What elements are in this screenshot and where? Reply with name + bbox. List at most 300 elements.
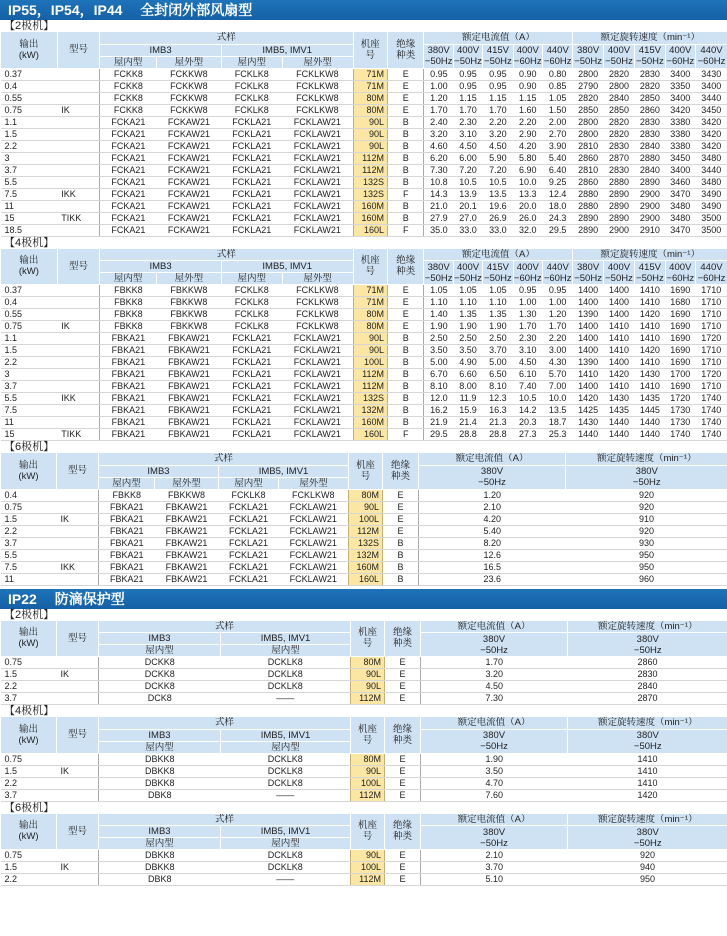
cell-frame: 80M (351, 753, 385, 765)
cell: FCKLA21 (221, 405, 282, 417)
cell-frame: 100L (353, 357, 387, 369)
cell: 2820 (603, 68, 634, 80)
hdr-imb3: IMB3 (99, 465, 219, 477)
cell-output: 0.4 (1, 80, 58, 92)
cell: 2890 (573, 212, 603, 224)
cell: 2.40 (424, 116, 453, 128)
cell-model (57, 285, 100, 297)
hdr-indoor: 屋内型 (99, 838, 221, 850)
cell: DCKLK8 (221, 850, 351, 862)
cell: FBKAW21 (157, 429, 222, 441)
cell-insulation: E (383, 501, 419, 513)
cell: 1690 (665, 333, 695, 345)
cell: 16.3 (483, 405, 513, 417)
cell: 920 (566, 501, 727, 513)
cell-output: 1.5 (1, 765, 57, 777)
hdr-speed: 额定旋转速度（min⁻¹） (568, 621, 727, 633)
cell-output: 7.5 (1, 561, 57, 573)
cell: FBKA21 (99, 549, 155, 561)
hdr-imb5: IMB5, IMV1 (221, 44, 353, 56)
cell-insulation: E (385, 669, 421, 681)
hdr-freq: 380V −50Hz (568, 729, 727, 753)
table-row (1, 789, 727, 801)
table-row (1, 693, 727, 705)
cell: 2870 (568, 693, 727, 705)
cell: 2.10 (419, 501, 566, 513)
cell: FCKLAW21 (279, 513, 349, 525)
cell: 3.20 (424, 128, 453, 140)
table-ip55-4pole (0, 249, 727, 442)
cell: 21.3 (483, 417, 513, 429)
hdr-outdoor: 屋外型 (279, 477, 349, 489)
cell: 8.10 (483, 381, 513, 393)
hdr-model: 型号 (57, 453, 99, 489)
hdr-freq: 400V −50Hz (454, 261, 482, 284)
cell-frame: 112M (353, 152, 387, 164)
table-ip22-6pole (0, 814, 727, 887)
cell: FCKLA21 (219, 537, 279, 549)
cell: 32.0 (513, 224, 542, 236)
cell-frame: 112M (353, 369, 387, 381)
cell: 7.40 (513, 381, 542, 393)
cell: 9.25 (542, 176, 572, 188)
cell: 1.35 (453, 309, 482, 321)
cell: 8.20 (419, 537, 566, 549)
cell-model (57, 80, 100, 92)
cell: 3.10 (513, 345, 542, 357)
cell-insulation: B (388, 369, 424, 381)
table-row (1, 525, 727, 537)
cell: 12.3 (483, 393, 513, 405)
hdr-model: 型号 (57, 717, 99, 753)
cell-insulation: E (388, 297, 424, 309)
cell: 11.9 (453, 393, 482, 405)
cell: FCKLA21 (221, 417, 282, 429)
cell: 3.10 (453, 128, 482, 140)
cell: 13.5 (483, 188, 513, 200)
cell: DBKK8 (99, 850, 221, 862)
cell-insulation: E (383, 489, 419, 501)
cell: 14.2 (513, 405, 542, 417)
table-row (1, 681, 727, 693)
cell-insulation: F (388, 224, 424, 236)
cell: FCKLA21 (219, 549, 279, 561)
hdr-style: 式样 (100, 249, 353, 261)
table-row (1, 164, 727, 176)
cell-output: 1.1 (1, 116, 58, 128)
cell: 6.50 (483, 369, 513, 381)
cell: 2880 (573, 188, 603, 200)
cell: 1.05 (453, 285, 482, 297)
cell-frame: 132S (353, 176, 387, 188)
table-row (1, 176, 727, 188)
cell: FCKA21 (100, 116, 157, 128)
cell: 1720 (665, 393, 695, 405)
cell: 2880 (573, 200, 603, 212)
hdr-ins: 绝缘 种类 (383, 453, 419, 489)
cell: 4.50 (513, 357, 542, 369)
cell: 1690 (665, 285, 695, 297)
cell-output: 0.75 (1, 850, 57, 862)
cell: FCKAW21 (157, 200, 222, 212)
cell-frame: 132M (353, 405, 387, 417)
cell-output: 15 (1, 429, 58, 441)
cell: 1.70 (424, 104, 453, 116)
hdr-style: 式样 (99, 621, 351, 633)
cell: 1410 (603, 381, 634, 393)
cell: 1390 (573, 309, 603, 321)
cell-output: 3 (1, 369, 58, 381)
cell: FCKLAW21 (282, 152, 353, 164)
cell: FCKAW21 (157, 152, 222, 164)
cell: 2890 (573, 224, 603, 236)
hdr-outdoor: 屋外型 (282, 56, 353, 68)
cell-model (57, 417, 100, 429)
cell: FBKK8 (100, 309, 157, 321)
table-row (1, 200, 727, 212)
cell: 2.50 (483, 333, 513, 345)
cell: 1710 (695, 357, 727, 369)
cell: 0.95 (424, 68, 453, 80)
cell: FBKAW21 (157, 393, 222, 405)
cell: 6.20 (424, 152, 453, 164)
cell: FCKA21 (100, 164, 157, 176)
cell: 910 (566, 513, 727, 525)
cell: 1410 (568, 753, 727, 765)
table-row (1, 321, 727, 333)
table-row (1, 140, 727, 152)
cell: FBKAW21 (157, 381, 222, 393)
cell: FCKAW21 (157, 140, 222, 152)
hdr-imb3: IMB3 (100, 44, 222, 56)
cell: FCKK8 (100, 68, 157, 80)
section-ip55-name: 全封闭外部风扇型 (140, 2, 253, 18)
cell: FBKA21 (99, 573, 155, 585)
cell: 1690 (665, 381, 695, 393)
table-ip22-2pole (0, 621, 727, 706)
cell-output: 0.4 (1, 489, 57, 501)
cell: 10.5 (513, 393, 542, 405)
cell: DBKK8 (99, 765, 221, 777)
cell: 18.0 (542, 200, 572, 212)
cell: 1410 (635, 285, 665, 297)
cell: 24.3 (542, 212, 572, 224)
pole-label-2: 【2极机】 (4, 20, 55, 32)
hdr-outdoor: 屋外型 (157, 56, 222, 68)
cell: 2830 (568, 669, 727, 681)
cell: 7.20 (483, 164, 513, 176)
hdr-speed: 额定旋转速度（min⁻¹） (573, 32, 727, 44)
cell-frame: 160L (353, 429, 387, 441)
cell-frame: 90L (353, 140, 387, 152)
cell-output: 0.37 (1, 68, 58, 80)
cell-output: 1.1 (1, 333, 58, 345)
hdr-output: 输出 (kW) (1, 249, 58, 285)
cell: 7.60 (421, 789, 568, 801)
cell-output: 1.5 (1, 128, 58, 140)
cell-insulation: E (385, 777, 421, 789)
table-row (1, 777, 727, 789)
cell: 27.3 (513, 429, 542, 441)
cell: 2830 (635, 68, 665, 80)
cell: 12.4 (542, 188, 572, 200)
table-header (1, 32, 727, 68)
cell: 1420 (635, 309, 665, 321)
cell: FCKLK8 (221, 321, 282, 333)
cell-model (57, 489, 99, 501)
cell-insulation: E (385, 789, 421, 801)
cell: FBKA21 (100, 417, 157, 429)
cell: 1390 (573, 357, 603, 369)
cell-output: 18.5 (1, 224, 58, 236)
cell: 1410 (603, 345, 634, 357)
cell: 4.60 (424, 140, 453, 152)
cell: 3400 (665, 92, 695, 104)
cell: 6.90 (513, 164, 542, 176)
cell: FCKLA21 (221, 188, 282, 200)
cell-insulation: B (388, 393, 424, 405)
cell-insulation: B (388, 405, 424, 417)
table-row (1, 753, 727, 765)
cell: 2820 (603, 116, 634, 128)
cell: FCKA21 (100, 140, 157, 152)
cell-frame: 90L (351, 850, 385, 862)
cell: 3440 (695, 92, 727, 104)
cell: 18.7 (542, 417, 572, 429)
cell: FBKA21 (99, 537, 155, 549)
cell: 1.70 (513, 321, 542, 333)
cell-output: 0.37 (1, 285, 58, 297)
hdr-imb3: IMB3 (99, 633, 221, 645)
cell: FCKA21 (100, 128, 157, 140)
cell: FBKK8 (100, 297, 157, 309)
cell: 2840 (603, 92, 634, 104)
cell-output: 2.2 (1, 140, 58, 152)
hdr-imb5: IMB5, IMV1 (221, 261, 353, 273)
cell: DCKLK8 (221, 753, 351, 765)
cell: 21.9 (424, 417, 453, 429)
cell-frame: 160L (349, 573, 383, 585)
cell-model (57, 116, 100, 128)
cell-frame: 132S (353, 393, 387, 405)
cell-insulation: B (388, 140, 424, 152)
cell: 1.70 (542, 321, 572, 333)
hdr-outdoor: 屋外型 (157, 273, 222, 285)
cell: FCKLAW21 (282, 357, 353, 369)
cell: FCKLKW8 (282, 68, 353, 80)
hdr-frame: 机座 号 (349, 453, 383, 489)
cell: 950 (566, 561, 727, 573)
hdr-freq: 400V −60Hz (666, 261, 695, 284)
cell: 1690 (665, 321, 695, 333)
cell: 2.90 (513, 128, 542, 140)
cell: FCKLAW21 (279, 549, 349, 561)
cell: 1425 (573, 405, 603, 417)
cell-insulation: E (385, 850, 421, 862)
cell: DCKK8 (99, 681, 221, 693)
cell-frame: 90L (353, 116, 387, 128)
cell: FCKLA21 (221, 128, 282, 140)
table-header (1, 814, 727, 850)
hdr-imb3: IMB3 (100, 261, 222, 273)
hdr-indoor: 屋内型 (100, 56, 157, 68)
cell: 25.3 (542, 429, 572, 441)
cell: FCKLAW21 (279, 561, 349, 573)
cell: FCKLA21 (221, 116, 282, 128)
cell: 0.95 (483, 80, 513, 92)
cell-insulation: E (385, 765, 421, 777)
cell: 1740 (695, 417, 727, 429)
cell: 1.90 (483, 321, 513, 333)
cell: FBKA21 (100, 429, 157, 441)
cell: 3500 (695, 212, 727, 224)
cell: 6.10 (513, 369, 542, 381)
cell: 6.00 (453, 152, 482, 164)
cell: 1420 (573, 393, 603, 405)
cell: 1400 (573, 321, 603, 333)
cell-insulation: E (388, 309, 424, 321)
table-row (1, 489, 727, 501)
cell: 5.10 (421, 874, 568, 886)
hdr-imb5: IMB5, IMV1 (221, 826, 351, 838)
cell: FCKLK8 (221, 68, 282, 80)
cell: FBKA21 (99, 525, 155, 537)
cell: 3420 (695, 128, 727, 140)
cell: FCKLKW8 (279, 489, 349, 501)
cell: 3.50 (421, 765, 568, 777)
cell-frame: 80M (353, 321, 387, 333)
cell-output: 3.7 (1, 381, 58, 393)
hdr-freq: 400V −50Hz (605, 261, 633, 284)
cell: 6.60 (453, 369, 482, 381)
table-row (1, 369, 727, 381)
cell: 920 (568, 850, 727, 862)
hdr-outdoor: 屋外型 (155, 477, 219, 489)
cell: FCKKW8 (157, 80, 222, 92)
cell: 2830 (603, 164, 634, 176)
cell: FCKLAW21 (282, 429, 353, 441)
cell: 2840 (635, 140, 665, 152)
table-row (1, 345, 727, 357)
cell-insulation: B (388, 116, 424, 128)
table-row (1, 501, 727, 513)
cell: FCKLK8 (221, 285, 282, 297)
cell-frame: 80M (353, 104, 387, 116)
cell: 1.15 (453, 92, 482, 104)
cell: FCKLA21 (219, 513, 279, 525)
cell-frame: 160M (353, 200, 387, 212)
cell: 960 (566, 573, 727, 585)
hdr-indoor: 屋内型 (100, 273, 157, 285)
cell: 5.80 (513, 152, 542, 164)
cell: 1410 (568, 765, 727, 777)
cell-insulation: E (383, 513, 419, 525)
cell-frame: 80M (353, 309, 387, 321)
table-row (1, 116, 727, 128)
cell: 3460 (665, 176, 695, 188)
cell-output: 0.75 (1, 501, 57, 513)
cell: 1.00 (513, 297, 542, 309)
cell: 3480 (665, 212, 695, 224)
cell: FBKA21 (99, 513, 155, 525)
cell: FCKLAW21 (282, 212, 353, 224)
cell: 920 (566, 489, 727, 501)
table-row (1, 405, 727, 417)
cell: 4.30 (542, 357, 572, 369)
cell: 1410 (635, 333, 665, 345)
cell: FCKLK8 (221, 297, 282, 309)
cell: FCKLAW21 (282, 128, 353, 140)
cell-model (57, 525, 99, 537)
cell: 1440 (603, 417, 634, 429)
cell: FCKLA21 (221, 333, 282, 345)
cell: 3.20 (421, 669, 568, 681)
cell: 1680 (665, 297, 695, 309)
cell-frame: 160M (349, 561, 383, 573)
cell-output: 1.5 (1, 669, 57, 681)
cell: 13.9 (453, 188, 482, 200)
pole-label-4: 【4极机】 (4, 705, 55, 717)
table-header (1, 717, 727, 753)
cell-output: 3 (1, 152, 58, 164)
cell-output: 7.5 (1, 188, 58, 200)
cell: 0.95 (453, 80, 482, 92)
cell: 6.70 (424, 369, 453, 381)
cell: 1400 (573, 345, 603, 357)
cell: 1435 (635, 393, 665, 405)
cell-model: TIKK (57, 429, 100, 441)
cell: 1.05 (424, 285, 453, 297)
cell: 10.5 (483, 176, 513, 188)
cell: FCKAW21 (157, 116, 222, 128)
cell: 23.6 (419, 573, 566, 585)
cell-output: 0.4 (1, 297, 58, 309)
cell: 1740 (695, 405, 727, 417)
cell: 3.00 (542, 345, 572, 357)
cell: 1440 (635, 429, 665, 441)
cell: 2810 (573, 164, 603, 176)
cell: FCKA21 (100, 224, 157, 236)
cell-insulation: E (385, 681, 421, 693)
cell: 1.05 (483, 285, 513, 297)
cell: 3.20 (483, 128, 513, 140)
cell: FCKAW21 (157, 188, 222, 200)
cell: 2830 (603, 140, 634, 152)
cell: 3400 (665, 164, 695, 176)
table-row (1, 561, 727, 573)
cell-output: 0.75 (1, 657, 57, 669)
cell: 7.30 (421, 693, 568, 705)
cell: 5.40 (419, 525, 566, 537)
cell: FCKLAW21 (282, 164, 353, 176)
cell: 2800 (573, 128, 603, 140)
cell: DCKK8 (99, 669, 221, 681)
cell: 12.6 (419, 549, 566, 561)
cell-model (57, 345, 100, 357)
cell: DBK8 (99, 789, 221, 801)
hdr-speed: 额定旋转速度（min⁻¹） (566, 453, 727, 465)
cell: 1.00 (542, 297, 572, 309)
cell: 1400 (603, 285, 634, 297)
cell: 920 (566, 525, 727, 537)
cell-frame: 112M (351, 789, 385, 801)
cell-frame: 112M (351, 693, 385, 705)
cell: 8.10 (424, 381, 453, 393)
cell: 27.9 (424, 212, 453, 224)
cell: 3.50 (453, 345, 482, 357)
cell-frame: 71M (353, 68, 387, 80)
cell: FBKA21 (100, 357, 157, 369)
